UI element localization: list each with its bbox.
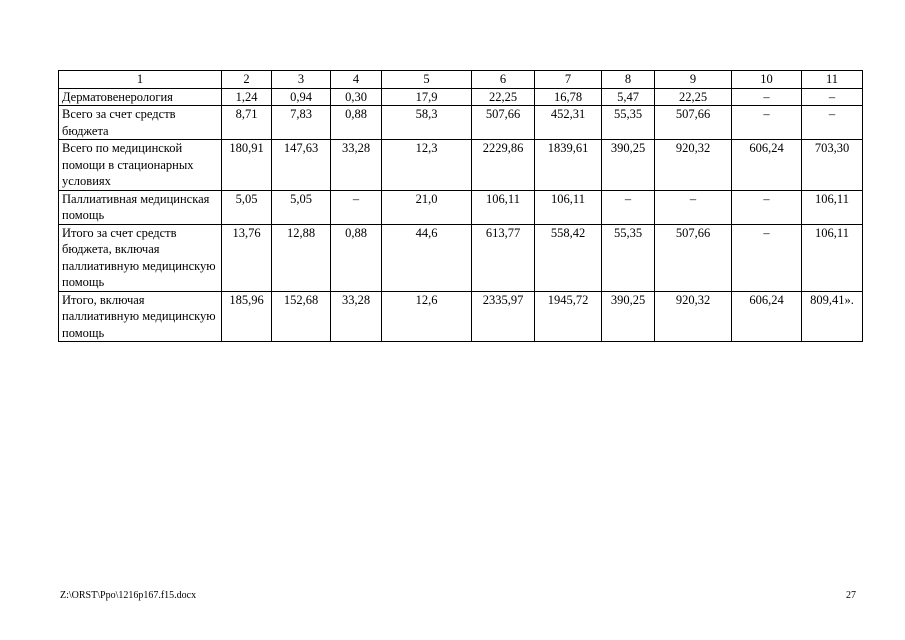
- table-cell: 558,42: [535, 224, 602, 291]
- table-cell: 7,83: [272, 106, 331, 140]
- column-header: 11: [802, 71, 863, 89]
- column-header: 2: [222, 71, 272, 89]
- column-header: 4: [331, 71, 382, 89]
- table-cell: 58,3: [382, 106, 472, 140]
- table-cell: 55,35: [602, 106, 655, 140]
- table-cell: 2229,86: [472, 140, 535, 191]
- column-header: 9: [655, 71, 732, 89]
- table-cell: 606,24: [732, 291, 802, 342]
- table-cell: 21,0: [382, 190, 472, 224]
- table-row: [59, 224, 863, 291]
- table-cell: 0,94: [272, 88, 331, 106]
- table-cell: 1,24: [222, 88, 272, 106]
- column-header: 8: [602, 71, 655, 89]
- table-cell: 0,30: [331, 88, 382, 106]
- table-cell: 5,05: [222, 190, 272, 224]
- table-cell: 12,3: [382, 140, 472, 191]
- table-cell: 390,25: [602, 291, 655, 342]
- table-cell: 809,41».: [802, 291, 863, 342]
- table-cell: 703,30: [802, 140, 863, 191]
- table-cell: 33,28: [331, 291, 382, 342]
- table-cell: 152,68: [272, 291, 331, 342]
- table-cell: 507,66: [655, 224, 732, 291]
- column-header: 3: [272, 71, 331, 89]
- row-label: Паллиативная медицинская помощь: [59, 190, 222, 224]
- table-cell: –: [732, 106, 802, 140]
- table-row: [59, 291, 863, 342]
- table-cell: 180,91: [222, 140, 272, 191]
- table-cell: 106,11: [472, 190, 535, 224]
- table-cell: 147,63: [272, 140, 331, 191]
- table-cell: 22,25: [472, 88, 535, 106]
- table-cell: –: [602, 190, 655, 224]
- table-cell: 1839,61: [535, 140, 602, 191]
- table-cell: –: [655, 190, 732, 224]
- table-cell: –: [732, 88, 802, 106]
- table-cell: 0,88: [331, 106, 382, 140]
- table-cell: 5,05: [272, 190, 331, 224]
- table-cell: 185,96: [222, 291, 272, 342]
- table-cell: 8,71: [222, 106, 272, 140]
- column-header: 1: [59, 71, 222, 89]
- table-cell: 390,25: [602, 140, 655, 191]
- table-cell: –: [732, 224, 802, 291]
- column-header: 5: [382, 71, 472, 89]
- table-cell: –: [802, 88, 863, 106]
- table-cell: 17,9: [382, 88, 472, 106]
- table-row: [59, 140, 863, 191]
- column-header: 6: [472, 71, 535, 89]
- row-label: Итого за счет средств бюджета, включая паллиативную медицинскую помощь: [59, 224, 222, 291]
- table-header-row: [59, 71, 863, 89]
- page-number: 27: [846, 590, 856, 601]
- table-cell: 606,24: [732, 140, 802, 191]
- table-cell: 16,78: [535, 88, 602, 106]
- table-cell: –: [331, 190, 382, 224]
- table-row: [59, 190, 863, 224]
- table-cell: 106,11: [535, 190, 602, 224]
- row-label: Всего за счет средств бюджета: [59, 106, 222, 140]
- table-cell: 0,88: [331, 224, 382, 291]
- data-table: [58, 70, 863, 342]
- table-cell: 2335,97: [472, 291, 535, 342]
- table-cell: 55,35: [602, 224, 655, 291]
- table-cell: 12,6: [382, 291, 472, 342]
- table-cell: 507,66: [472, 106, 535, 140]
- column-header: 10: [732, 71, 802, 89]
- table-cell: 22,25: [655, 88, 732, 106]
- table-cell: 613,77: [472, 224, 535, 291]
- row-label: Всего по медицинской помощи в стационарных условиях: [59, 140, 222, 191]
- row-label: Дерматовенерология: [59, 88, 222, 106]
- table-cell: 106,11: [802, 190, 863, 224]
- table-cell: 12,88: [272, 224, 331, 291]
- table-cell: 920,32: [655, 140, 732, 191]
- table-cell: –: [802, 106, 863, 140]
- column-header: 7: [535, 71, 602, 89]
- table-cell: 44,6: [382, 224, 472, 291]
- table-cell: 33,28: [331, 140, 382, 191]
- table-cell: –: [732, 190, 802, 224]
- row-label: Итого, включая паллиативную медицинскую помощь: [59, 291, 222, 342]
- table-cell: 452,31: [535, 106, 602, 140]
- table-cell: 507,66: [655, 106, 732, 140]
- table-row: [59, 88, 863, 106]
- table-row: [59, 106, 863, 140]
- table-cell: 920,32: [655, 291, 732, 342]
- table-cell: 13,76: [222, 224, 272, 291]
- table-body: [59, 71, 863, 342]
- table-cell: 5,47: [602, 88, 655, 106]
- footer-file-path: Z:\ORST\Ppo\1216p167.f15.docx: [60, 590, 197, 601]
- table-cell: 1945,72: [535, 291, 602, 342]
- table-cell: 106,11: [802, 224, 863, 291]
